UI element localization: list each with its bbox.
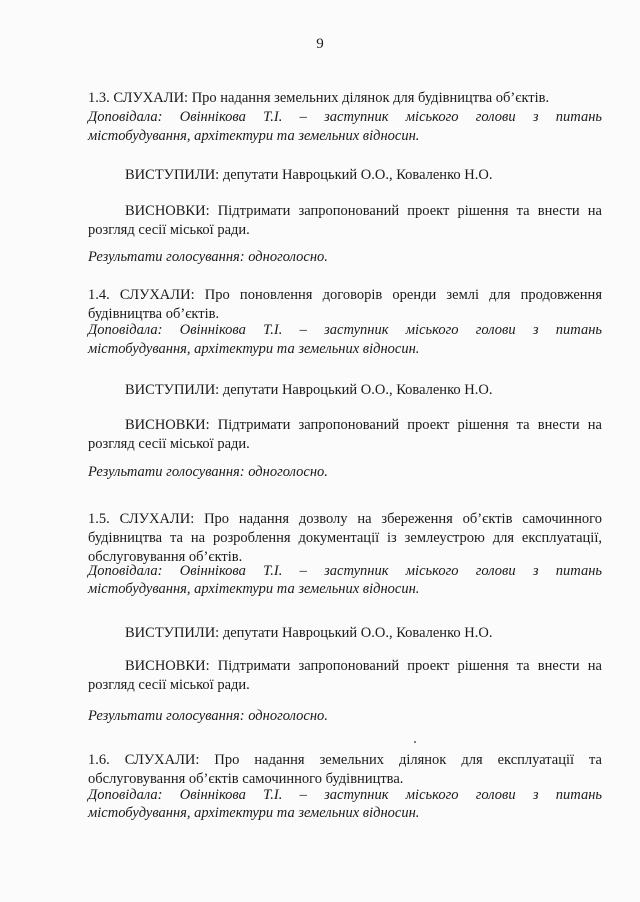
vote-1-5: Результати голосування: одноголосно. <box>88 708 328 724</box>
heard-1-3: 1.3. СЛУХАЛИ: Про надання земельних ділянок для будівництва об’єктів. <box>88 90 550 106</box>
heard-1-4: 1.4. СЛУХАЛИ: Про поновлення договорів оренди землі для продовження будівництва об’єктів. <box>88 287 602 322</box>
vote-1-3: Результати голосування: одноголосно. <box>88 249 328 265</box>
reporter-1-6-line2: містобудування, архітектури та земельних відносин. <box>88 805 420 821</box>
spoke-1-3: ВИСТУПИЛИ: депутати Навроцький О.О., Коваленко Н.О. <box>125 167 493 183</box>
spoke-1-4: ВИСТУПИЛИ: депутати Навроцький О.О., Коваленко Н.О. <box>125 382 493 398</box>
reporter-1-5-line1: Доповідала: Овіннікова Т.І. – заступник міського голови з питань <box>88 563 602 579</box>
conclusions-1-4: ВИСНОВКИ: Підтримати запропонований проект рішення та внести на розгляд сесії міської ради. <box>88 417 602 452</box>
reporter-1-3-line2: містобудування, архітектури та земельних відносин. <box>88 128 420 144</box>
reporter-1-3-line1: Доповідала: Овіннікова Т.І. – заступник міського голови з питань <box>88 109 602 125</box>
heard-1-6: 1.6. СЛУХАЛИ: Про надання земельних ділянок для експлуатації та обслуговування об’єктів самочинного будівництва. <box>88 752 602 787</box>
vote-1-4: Результати голосування: одноголосно. <box>88 464 328 480</box>
reporter-1-5-line2: містобудування, архітектури та земельних відносин. <box>88 581 420 597</box>
conclusions-1-3: ВИСНОВКИ: Підтримати запропонований проект рішення та внести на розгляд сесії міської ради. <box>88 203 602 238</box>
scan-speck <box>414 741 416 743</box>
reporter-1-4-line2: містобудування, архітектури та земельних відносин. <box>88 341 420 357</box>
reporter-1-6-line1: Доповідала: Овіннікова Т.І. – заступник міського голови з питань <box>88 787 602 803</box>
page-number: 9 <box>316 36 324 52</box>
heard-1-5: 1.5. СЛУХАЛИ: Про надання дозволу на збереження об’єктів самочинного будівництва та на розроблення документації із землеустрою для експлуатації, обслуговування об’єктів. <box>88 511 602 565</box>
conclusions-1-5: ВИСНОВКИ: Підтримати запропонований проект рішення та внести на розгляд сесії міської ради. <box>88 658 602 693</box>
reporter-1-4-line1: Доповідала: Овіннікова Т.І. – заступник міського голови з питань <box>88 322 602 338</box>
spoke-1-5: ВИСТУПИЛИ: депутати Навроцький О.О., Коваленко Н.О. <box>125 625 493 641</box>
